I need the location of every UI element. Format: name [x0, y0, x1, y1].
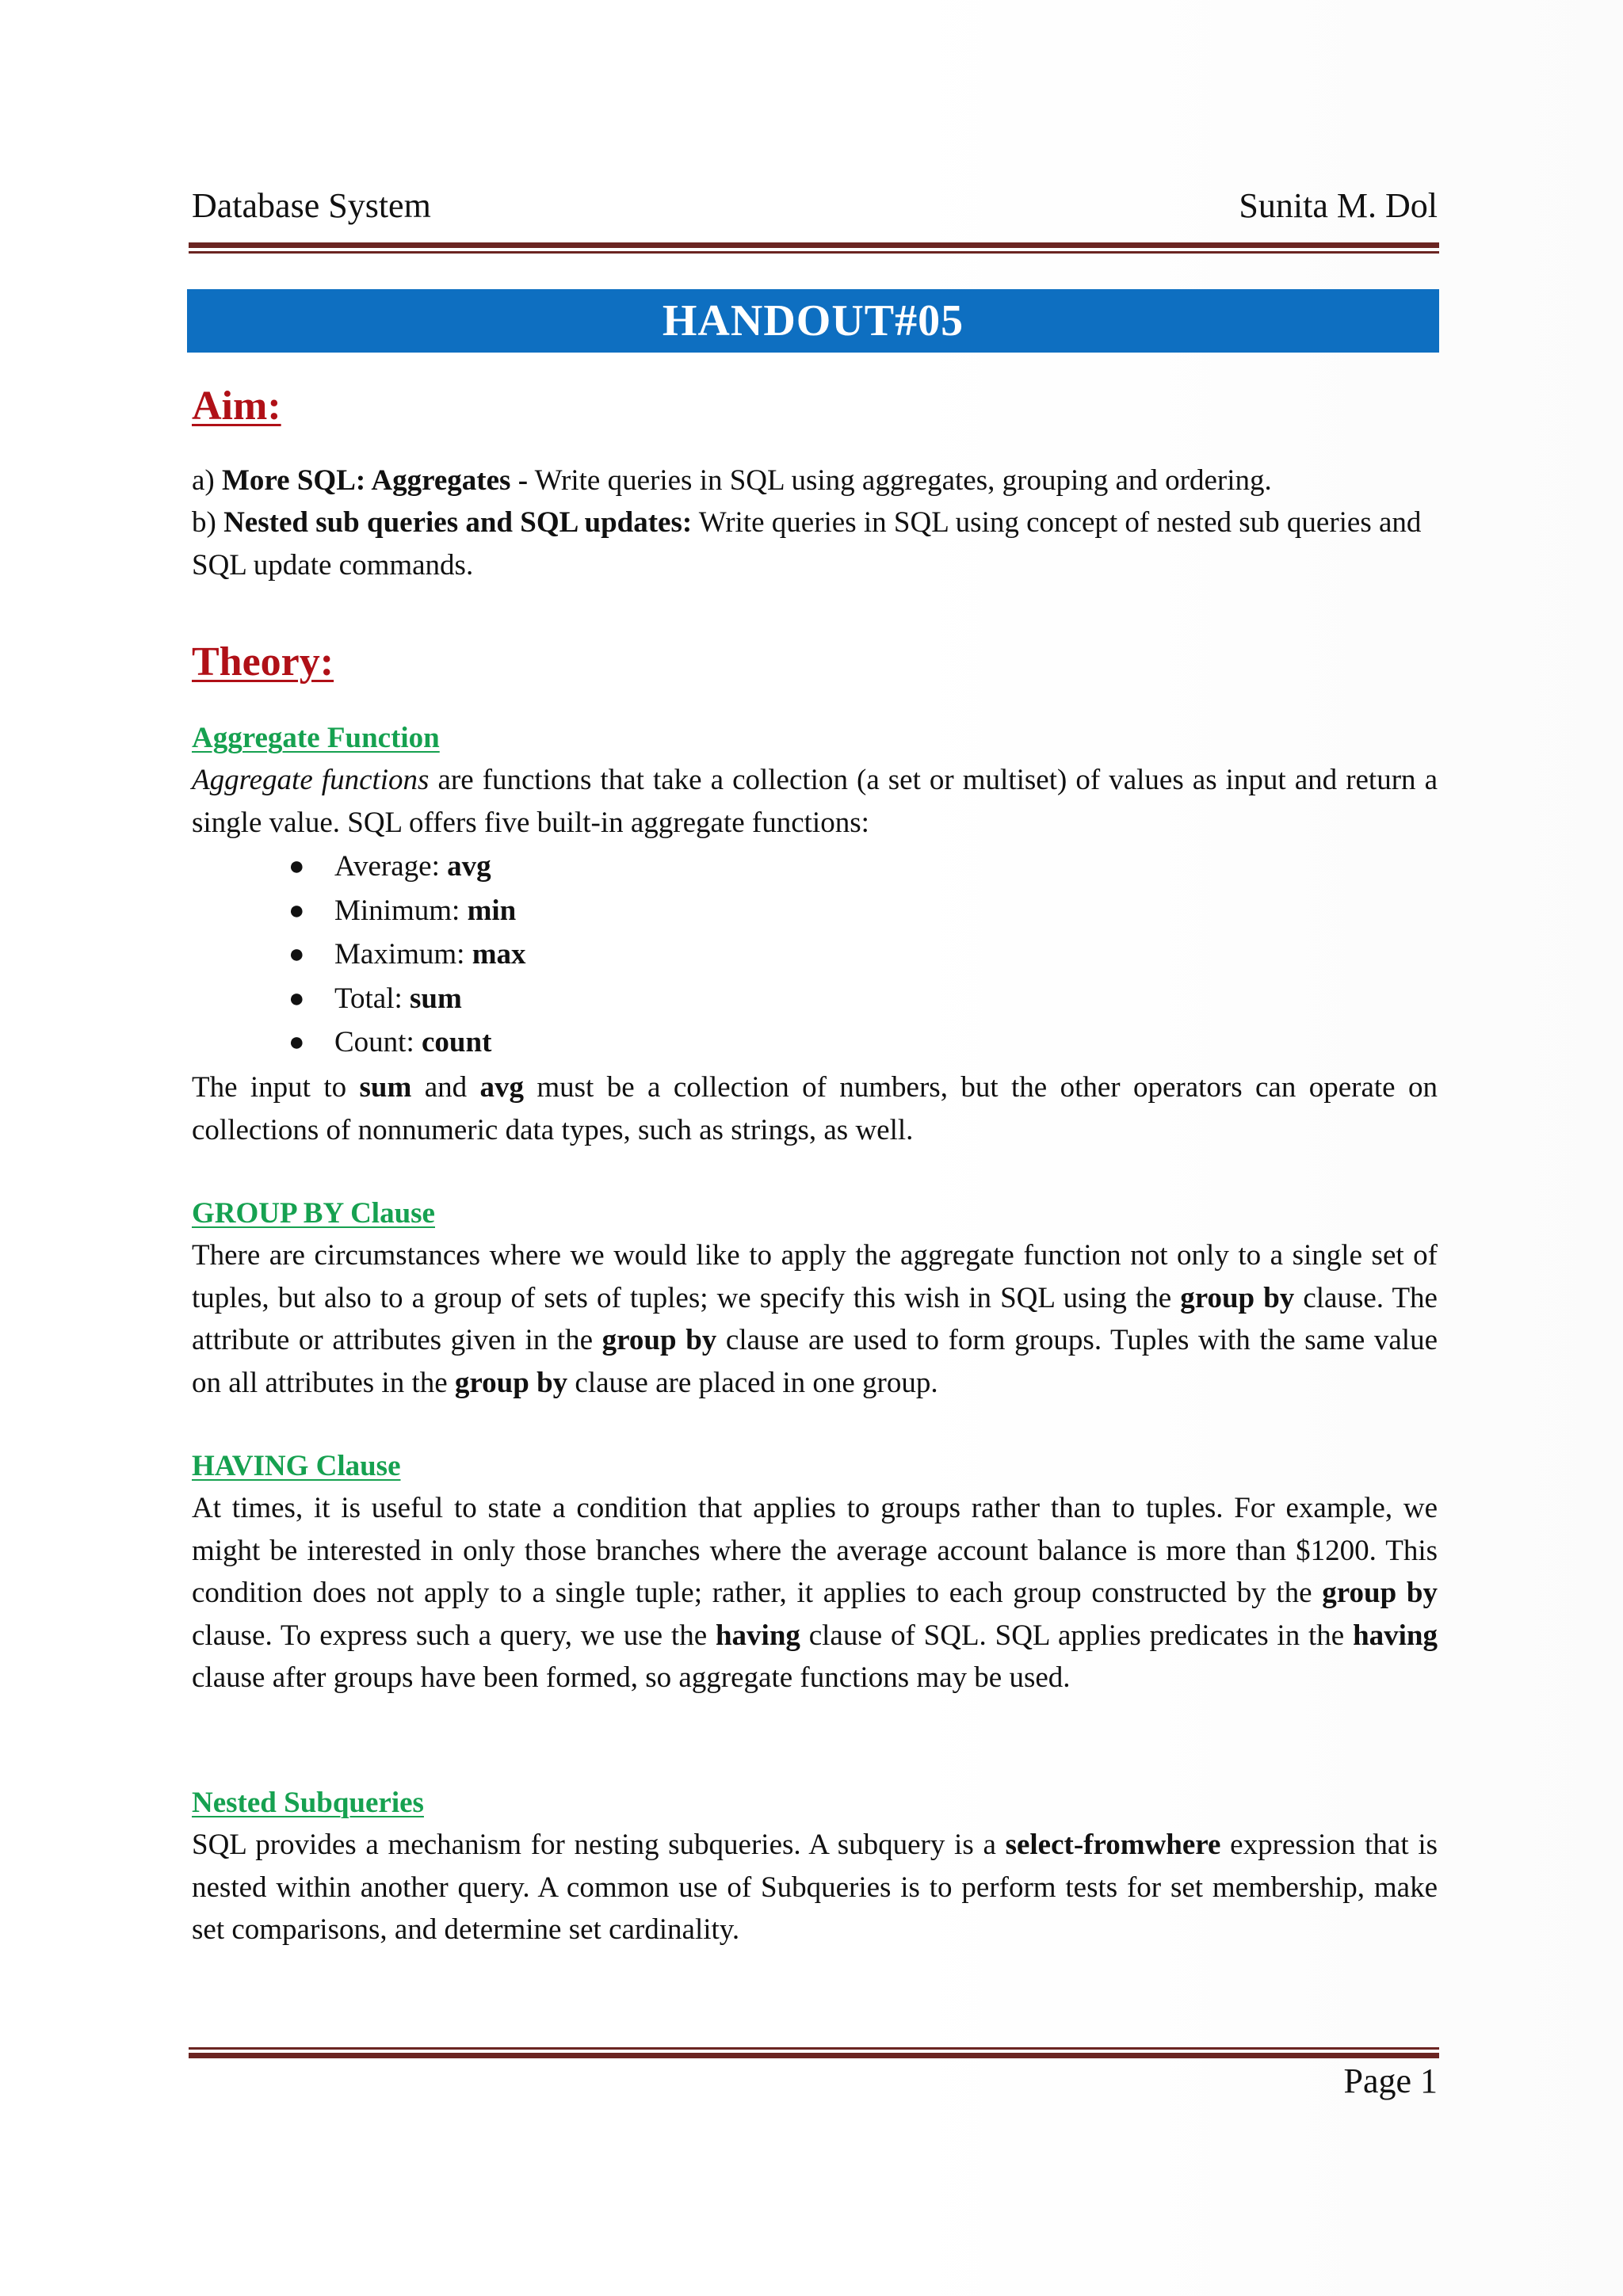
header-author: Sunita M. Dol	[1239, 186, 1438, 225]
list-item: ● Total: sum	[288, 982, 462, 1015]
aim-b-bold: Nested sub queries and SQL updates:	[223, 506, 693, 539]
aim-item-b: b) Nested sub queries and SQL updates: Write queries in SQL using concept of nested sub queries and SQL update commands.	[192, 506, 1422, 582]
handout-banner	[187, 289, 1439, 353]
nested-subqueries-text: SQL provides a mechanism for nesting subqueries. A subquery is a select-fromwhere expression that is nested within another query. A common use of Subqueries is to perform tests for set membership, make set comparisons, and determine set cardinality.	[192, 1829, 1438, 1946]
aim-item-a: a) More SQL: Aggregates - Write queries in SQL using aggregates, grouping and ordering.	[192, 464, 1272, 497]
handout-title: HANDOUT#05	[662, 296, 964, 345]
aggregate-function-title: Aggregate Function	[192, 722, 440, 754]
aggregate-note: The input to sum and avg must be a collection of numbers, but the other operators can operate on collections of nonnumeric data types, such as strings, as well.	[192, 1071, 1438, 1146]
footer-rule	[189, 2047, 1439, 2058]
page-header	[192, 186, 1438, 225]
list-item: ● Maximum: max	[288, 938, 526, 971]
group-by-title: GROUP BY Clause	[192, 1197, 435, 1230]
header-rule	[189, 242, 1439, 254]
nested-subqueries-title: Nested Subqueries	[192, 1787, 424, 1819]
having-text: At times, it is useful to state a condition that applies to groups rather than to tuples. For example, we might be interested in only those branches where the average account balance is more than $1200. This condition does not apply to a single tuple; rather, it applies to each group constructed by the group by clause. To express such a query, we use the having clause of SQL. SQL applies predicates in the having clause after groups have been formed, so aggregate functions may be used.	[192, 1492, 1438, 1694]
list-item: ● Minimum: min	[288, 894, 517, 927]
group-by-text: There are circumstances where we would like to apply the aggregate function not only to a single set of tuples, but also to a group of sets of tuples; we specify this wish in SQL using the group by clause. The attribute or attributes given in the group by clause are used to form groups. Tuples with the same value on all attributes in the group by clause are placed in one group.	[192, 1239, 1438, 1399]
having-title: HAVING Clause	[192, 1450, 401, 1482]
theory-heading: Theory:	[192, 639, 334, 685]
list-item: ● Average: avg	[288, 850, 491, 883]
page-number: Page 1	[1343, 2061, 1438, 2100]
aim-a-bold: More SQL: Aggregates -	[222, 464, 529, 497]
aim-heading: Aim:	[192, 383, 281, 429]
header-course-title: Database System	[192, 186, 431, 225]
aggregate-list	[192, 845, 1438, 1065]
aggregate-intro: Aggregate functions are functions that take a collection (a set or multiset) of values as input and return a single value. SQL offers five built-in aggregate functions:	[192, 764, 1438, 839]
list-item: ● Count: count	[288, 1026, 492, 1058]
